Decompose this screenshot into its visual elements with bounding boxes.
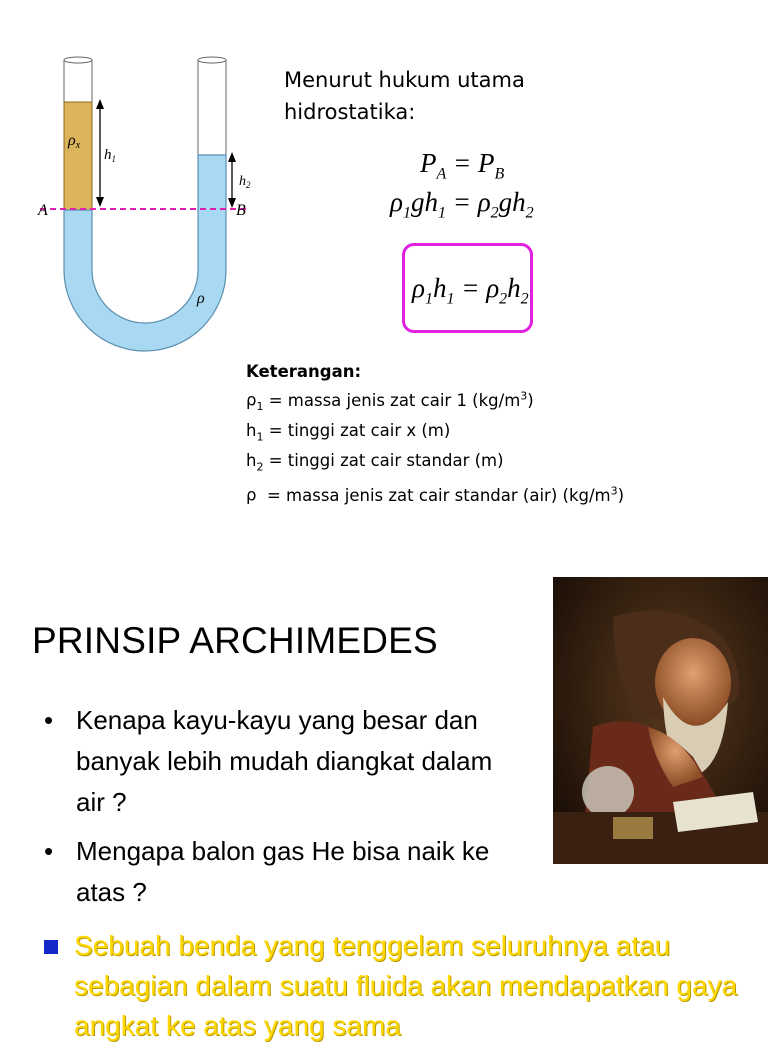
point-a-label: A [38,202,48,219]
list-item: • Mengapa balon gas He bisa naik ke atas ? [44,836,490,907]
legend: Keterangan: $\rho_1$ = massa jenis zat cair 1 $(kg/m^3)$ $h_1$ = tinggi zat cair x (m) $h_2$ = tinggi zat cair standar (m) ρ = massa jenis zat cair standar (air) $(kg/m^3)$ [246,360,624,508]
intro-text: Menurut hukum utama hidrostatika: [284,68,525,124]
equation-result: $\rho_1h_1 = \rho_2h_2$ [412,273,529,308]
h2-label: $h_2$ [239,174,251,190]
archimedes-portrait-image [553,577,768,864]
equation-rho-g-h: $\rho_1gh_1 = \rho_2gh_2$ [390,187,534,222]
legend-line-1: $\rho_1$ = massa jenis zat cair 1 $(kg/m^3)$ [246,389,534,413]
rho-label: ρ [197,290,205,307]
legend-line-3: $h_2$ = tinggi zat cair standar (m) [246,451,504,474]
point-b-label: B [236,202,246,219]
principle-statement [44,926,768,1046]
rho-x-label: ρx [68,132,81,151]
principle-text: Sebuah benda yang tenggelam seluruhnya atau sebagian dalam suatu fluida akan mendapatkan gaya angkat ke atas yang sama [74,930,738,1041]
equation-pressure: $P_A = P_B$ [420,148,505,183]
question-list [44,700,524,921]
legend-title: Keterangan [246,362,355,381]
legend-line-4: ρ = massa jenis zat cair standar (air) $(kg/m^3)$ [246,484,625,505]
section-title: PRINSIP ARCHIMEDES [32,620,438,661]
u-tube-diagram [30,55,270,355]
list-item: • Kenapa kayu-kayu yang besar dan banyak lebih mudah diangkat dalam air ? [44,705,493,817]
h1-label: $h_1$ [104,147,116,164]
legend-line-2: $h_1$ = tinggi zat cair x (m) [246,420,451,444]
square-bullet-icon [44,940,58,954]
